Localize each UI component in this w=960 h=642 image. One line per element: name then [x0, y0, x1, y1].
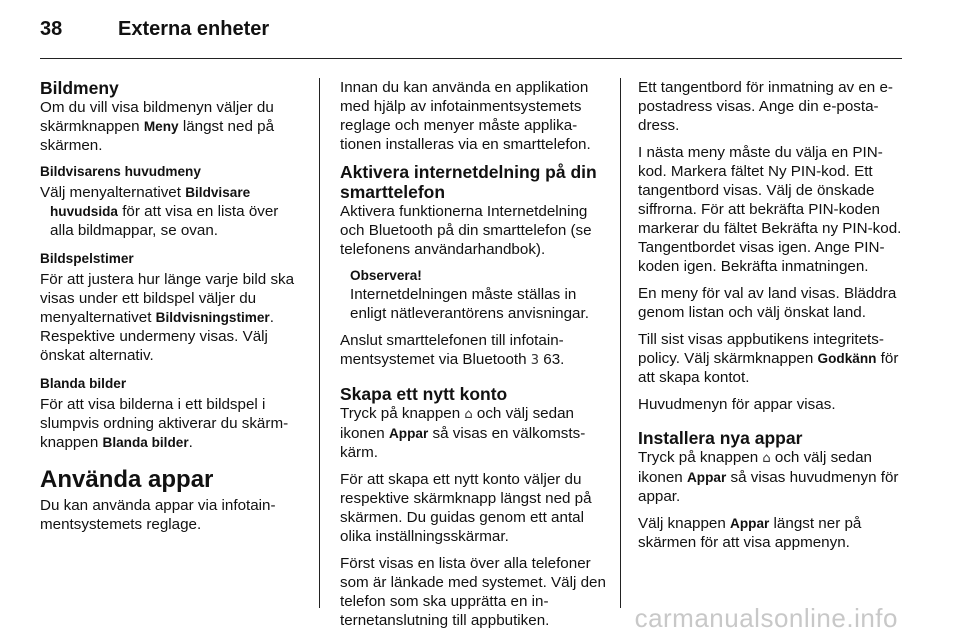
- home-icon: ⌂: [762, 451, 771, 466]
- paragraph: Välj knappen Appar längst ner på skärmen för att visa appmenyn.: [638, 515, 862, 551]
- section-heading-installera: Installera nya appar: [638, 428, 803, 448]
- paragraph: Tryck på knappen ⌂ och välj sedan ikonen Appar så visas en välkomstskärm.: [340, 405, 586, 461]
- paragraph: Ett tangentbord för inmatning av en e-postadress visas. Ange din e-postadress.: [638, 79, 893, 134]
- paragraph: I nästa meny måste du välja en PIN-kod. Markera fältet Ny PIN-kod. Ett tangentbord visas. Välj de önskade siffrorna. För att bekräfta PIN-koden markerar du fältet Bekräfta ny PIN-kod. Tangentbordet visas igen. Ange PIN-koden igen. Bekräfta inmatningen.: [638, 144, 902, 275]
- note-box: [340, 267, 608, 323]
- paragraph: Om du vill visa bildmenyn väljer du skärmknappen Meny längst ned på skärmen.: [40, 99, 275, 154]
- paragraph: Till sist visas appbutikens integritetspolicy. Välj skärmknappen Godkänn för att skapa kontot.: [638, 331, 899, 386]
- note-text: Internetdelningen måste ställas in enligt nätleverantörens anvisningar.: [350, 286, 589, 322]
- column-divider-2: [620, 78, 621, 608]
- section-heading-bildmeny: Bildmeny: [40, 78, 119, 98]
- paragraph: Innan du kan använda en applikation med hjälp av infotainmentsystemets reglage och menyer måste applikationen installeras via en smarttelefon.: [340, 79, 591, 153]
- subheading-bildspelstimer: Bildspelstimer: [40, 251, 134, 266]
- paragraph: För att visa bilderna i ett bildspel i slumpvis ordning aktiverar du skärmknappen Blanda bilder.: [40, 396, 289, 451]
- paragraph: Anslut smarttelefonen till infotainmentsystemet via Bluetooth 3 63.: [340, 332, 565, 368]
- section-heading-skapa-konto: Skapa ett nytt konto: [340, 384, 508, 404]
- section-heading-anvanda-appar: Använda appar: [40, 466, 214, 493]
- subheading-huvudmeny: Bildvisarens huvudmeny: [40, 164, 201, 179]
- paragraph: Välj menyalternativet Bildvisare huvudsida för att visa en lista över alla bildmappar, se ovan.: [40, 184, 279, 239]
- home-icon: ⌂: [464, 407, 473, 422]
- paragraph: För att justera hur länge varje bild ska visas under ett bildspel väljer du menyalternativet Bildvisningstimer. Respektive undermeny visas. Välj önskat alternativ.: [40, 271, 295, 364]
- paragraph: Huvudmenyn för appar visas.: [638, 396, 836, 413]
- paragraph: Tryck på knappen ⌂ och välj sedan ikonen Appar så visas huvudmenyn för appar.: [638, 449, 899, 505]
- paragraph: Först visas en lista över alla telefoner som är länkade med systemet. Välj den telefon som ska upprätta en internetanslutning till appbutiken.: [340, 555, 606, 629]
- column-2: [340, 78, 608, 638]
- paragraph: För att skapa ett nytt konto väljer du respektive skärmknapp längst ned på skärmen. Du guidas genom ett antal olika inställningsskärmar.: [340, 471, 592, 545]
- page-header: [40, 18, 269, 41]
- subheading-blanda-bilder: Blanda bilder: [40, 376, 127, 391]
- header-rule: [40, 58, 902, 59]
- page-number: 38: [40, 18, 63, 40]
- column-1: [40, 78, 306, 542]
- paragraph: En meny för val av land visas. Bläddra genom listan och välj önskat land.: [638, 285, 897, 321]
- watermark: carmanualsonline.info: [634, 603, 898, 633]
- page-reference-icon: 3: [530, 353, 540, 368]
- section-heading-aktivera: Aktivera internetdelning på din smarttelefon: [340, 162, 597, 202]
- column-3: [638, 78, 904, 560]
- column-divider-1: [319, 78, 320, 608]
- paragraph: Du kan använda appar via infotainmentsystemets reglage.: [40, 497, 276, 533]
- paragraph: Aktivera funktionerna Internetdelning och Bluetooth på din smarttelefon (se telefonens användarhandbok).: [340, 203, 592, 258]
- note-title: Observera!: [350, 268, 422, 283]
- page-title: Externa enheter: [118, 18, 270, 40]
